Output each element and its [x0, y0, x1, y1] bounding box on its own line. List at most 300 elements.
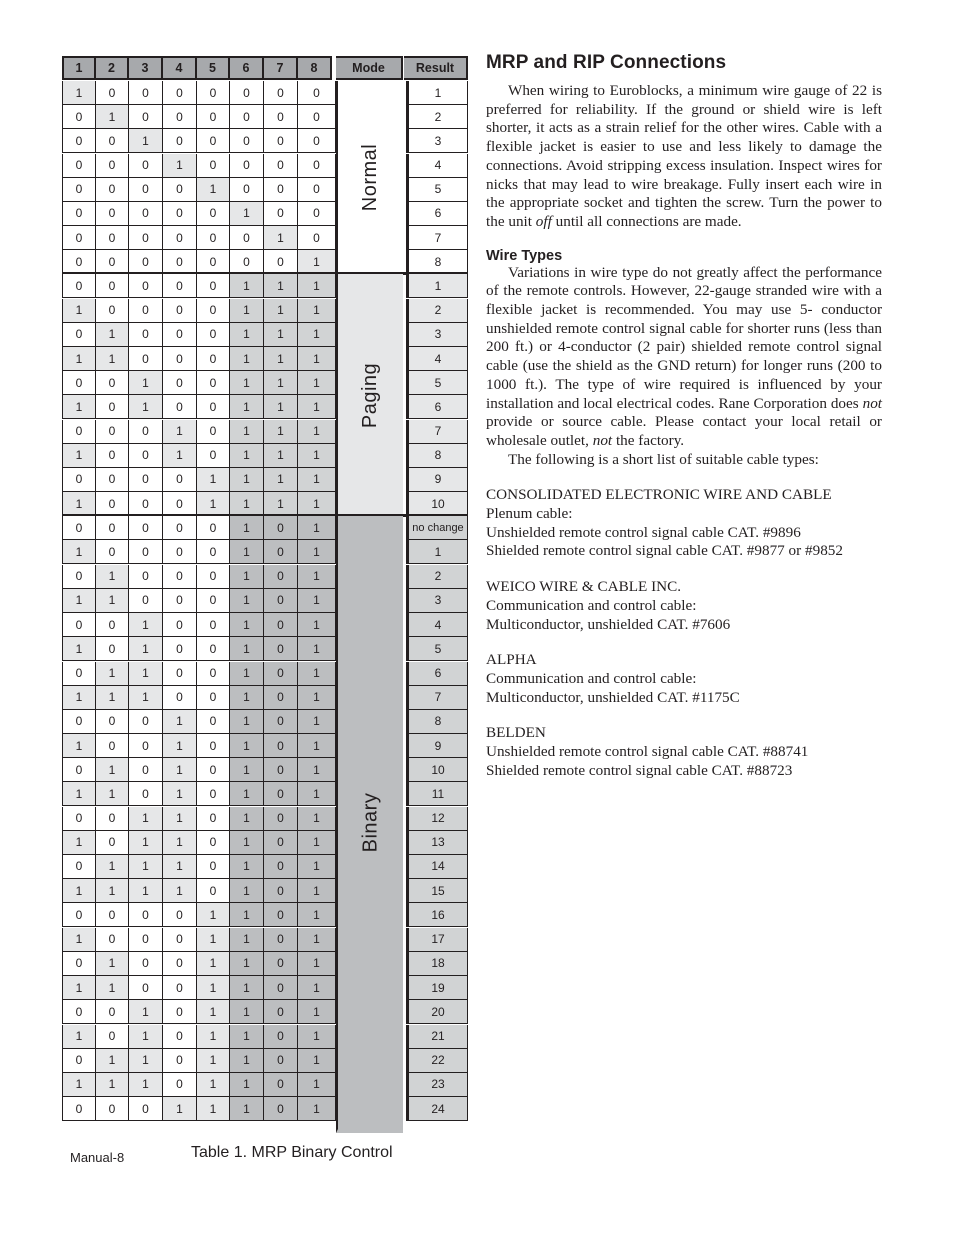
bit-cell: 0 [62, 855, 96, 879]
bit-cell: 0 [197, 129, 230, 153]
bit-cell: 1 [62, 444, 96, 468]
bit-cell: 0 [62, 516, 96, 540]
bit-cell: 0 [197, 420, 230, 444]
bit-cell: 0 [163, 371, 197, 395]
bit-cell: 0 [163, 1073, 197, 1097]
bit-cell: 0 [129, 154, 163, 178]
bit-cell: 0 [163, 250, 197, 274]
bit-cell: 0 [96, 831, 129, 855]
result-cell: 7 [406, 420, 468, 444]
bit-cell: 0 [163, 952, 197, 976]
bit-cell: 0 [264, 782, 298, 806]
bit-cell: 0 [129, 274, 163, 298]
bit-cell: 0 [96, 637, 129, 661]
bit-cell: 1 [62, 637, 96, 661]
bit-cell: 0 [129, 323, 163, 347]
bit-cell: 1 [96, 1073, 129, 1097]
bit-cell: 1 [230, 347, 264, 371]
bit-cell: 1 [96, 879, 129, 903]
bit-cell: 1 [230, 1049, 264, 1073]
bit-cell: 0 [197, 589, 230, 613]
bit-cell: 1 [129, 1000, 163, 1024]
bit-cell: 1 [62, 299, 96, 323]
bit-cell: 0 [163, 323, 197, 347]
bit-cell: 0 [62, 154, 96, 178]
wire-types-paragraph: Variations in wire type do not greatly affect the performance of the remote controls. However, 22-gauge stranded wire with a flexible jacket is recommended. You may use 5- conductor unshielded remote control signal cable for shorter runs (less than 200 ft.) or 4-conductor (2 pair) shielded remote control signal cable (use the shield as the GND return) for longer runs (200 to 1000 ft.). The type of wire required is influenced by your installation and local electrical codes. Rane Corporation does not provide or source cable. Please contact your local retail or wholesale outlet, not the factory. [486, 263, 883, 449]
bit-cell: 1 [264, 371, 298, 395]
paging-table-row [62, 492, 468, 516]
bit-cell: 1 [298, 662, 336, 686]
bit-cell: 0 [129, 710, 163, 734]
bit-cell: 0 [197, 395, 230, 419]
bit-cell: 0 [197, 516, 230, 540]
mode-label: Binary [358, 792, 381, 853]
bit-cell: 0 [298, 178, 336, 202]
result-cell: no change [406, 516, 468, 540]
bit-cell: 1 [163, 855, 197, 879]
result-cell: 13 [406, 831, 468, 855]
bit-cell: 0 [129, 1097, 163, 1121]
bit-cell: 0 [264, 686, 298, 710]
bit-cell: 0 [163, 202, 197, 226]
bit-cell: 0 [96, 540, 129, 564]
bit-cell: 0 [129, 226, 163, 250]
bit-cell: 1 [298, 734, 336, 758]
bit-cell: 0 [197, 879, 230, 903]
binary-table-row [62, 855, 468, 879]
bit-cell: 0 [62, 420, 96, 444]
bit-cell: 0 [129, 928, 163, 952]
binary-table-row [62, 807, 468, 831]
bit-cell: 1 [62, 782, 96, 806]
bit-cell: 0 [197, 565, 230, 589]
header-cell-4: 4 [163, 56, 197, 80]
cable-spec-line: Unshielded remote control signal cable CAT. #88741 [486, 743, 809, 761]
vendor-block [486, 486, 882, 561]
bit-cell: 0 [197, 734, 230, 758]
bit-cell: 0 [298, 105, 336, 129]
binary-table-row [62, 928, 468, 952]
mode-label: Normal [359, 143, 382, 212]
cable-spec-line: Plenum cable: [486, 505, 573, 523]
bit-cell: 0 [264, 1000, 298, 1024]
bit-cell: 0 [96, 178, 129, 202]
bit-cell: 1 [264, 444, 298, 468]
bit-cell: 1 [96, 565, 129, 589]
bit-cell: 1 [197, 1097, 230, 1121]
result-cell: 2 [406, 299, 468, 323]
bit-cell: 1 [62, 928, 96, 952]
paging-table-row [62, 299, 468, 323]
bit-cell: 0 [230, 81, 264, 105]
result-cell: 4 [406, 347, 468, 371]
bit-cell: 1 [129, 1073, 163, 1097]
bit-cell: 0 [163, 565, 197, 589]
bit-cell: 0 [230, 129, 264, 153]
bit-cell: 1 [298, 516, 336, 540]
cable-vendor-list [486, 486, 882, 780]
bit-cell: 1 [230, 323, 264, 347]
bit-cell: 1 [163, 782, 197, 806]
result-cell: 22 [406, 1049, 468, 1073]
bit-cell: 0 [264, 565, 298, 589]
bit-cell: 1 [298, 347, 336, 371]
bit-cell: 0 [230, 250, 264, 274]
bit-cell: 1 [62, 734, 96, 758]
header-cell-3: 3 [129, 56, 163, 80]
bit-cell: 1 [230, 855, 264, 879]
bit-cell: 1 [298, 855, 336, 879]
bit-cell: 0 [129, 782, 163, 806]
bit-cell: 1 [129, 1025, 163, 1049]
binary-table-row [62, 903, 468, 927]
bit-cell: 0 [163, 589, 197, 613]
bit-cell: 1 [62, 1073, 96, 1097]
result-cell: 16 [406, 903, 468, 927]
bit-cell: 0 [264, 154, 298, 178]
cable-spec-line: Unshielded remote control signal cable CAT. #9896 [486, 523, 801, 541]
bit-cell: 1 [298, 952, 336, 976]
result-cell: 23 [406, 1073, 468, 1097]
bit-cell: 0 [62, 710, 96, 734]
bit-cell: 1 [62, 347, 96, 371]
bit-cell: 0 [62, 952, 96, 976]
result-cell: 21 [406, 1025, 468, 1049]
bit-cell: 1 [62, 589, 96, 613]
bit-cell: 0 [129, 178, 163, 202]
bit-cell: 0 [96, 371, 129, 395]
bit-cell: 0 [197, 444, 230, 468]
bit-cell: 0 [264, 1097, 298, 1121]
binary-table-row [62, 662, 468, 686]
bit-cell: 0 [129, 250, 163, 274]
bit-cell: 1 [129, 662, 163, 686]
bit-cell: 0 [96, 807, 129, 831]
bit-cell: 0 [96, 516, 129, 540]
bit-cell: 1 [298, 831, 336, 855]
bit-cell: 0 [197, 274, 230, 298]
paging-table-row [62, 347, 468, 371]
binary-table-row [62, 952, 468, 976]
bit-cell: 1 [230, 710, 264, 734]
bit-cell: 1 [298, 976, 336, 1000]
header-cell-result: Result [404, 56, 468, 80]
paging-table-row [62, 444, 468, 468]
normal-table-row [62, 154, 468, 178]
result-cell: 5 [406, 178, 468, 202]
vendor-name: BELDEN [486, 724, 546, 742]
bit-cell: 0 [96, 250, 129, 274]
bit-cell: 1 [230, 274, 264, 298]
bit-cell: 0 [163, 637, 197, 661]
table-caption: Table 1. MRP Binary Control [191, 1144, 393, 1161]
bit-cell: 0 [197, 855, 230, 879]
bit-cell: 1 [96, 686, 129, 710]
bit-cell: 1 [62, 81, 96, 105]
bit-cell: 1 [298, 637, 336, 661]
intro-paragraph: When wiring to Euroblocks, a minimum wire gauge of 22 is preferred for reliability. If the ground or shield wire is left shorter, it acts as a strain relief for the other wires. Cable with a flexible jacket is easier to use and less likely to damage the connections. Avoid stripping excess insulation. Inspect wires for nicks that may lead to wire breakage. Fully insert each wire in the appropriate socket and tighten the screw. Turn the power to the unit off until all connections are made. [486, 82, 882, 230]
bit-cell: 1 [298, 758, 336, 782]
bit-cell: 0 [96, 734, 129, 758]
binary-table-row [62, 879, 468, 903]
bit-cell: 0 [197, 686, 230, 710]
bit-cell: 1 [163, 831, 197, 855]
bit-cell: 0 [197, 637, 230, 661]
bit-cell: 1 [230, 420, 264, 444]
result-cell: 3 [406, 129, 468, 153]
bit-cell: 0 [163, 129, 197, 153]
result-cell: 2 [406, 565, 468, 589]
bit-cell: 1 [230, 613, 264, 637]
paging-table-row [62, 371, 468, 395]
bit-cell: 0 [96, 81, 129, 105]
result-cell: 10 [406, 758, 468, 782]
bit-cell: 1 [96, 105, 129, 129]
bit-cell: 1 [230, 1097, 264, 1121]
bit-cell: 0 [129, 444, 163, 468]
bit-cell: 1 [129, 807, 163, 831]
bit-cell: 0 [96, 613, 129, 637]
bit-cell: 1 [230, 540, 264, 564]
binary-table-row [62, 1000, 468, 1024]
text-column [486, 52, 882, 781]
binary-table-row [62, 734, 468, 758]
bit-cell: 1 [298, 782, 336, 806]
normal-table-row [62, 226, 468, 250]
bit-cell: 1 [96, 976, 129, 1000]
result-cell: 1 [406, 81, 468, 105]
bit-cell: 1 [298, 492, 336, 516]
bit-cell: 0 [197, 662, 230, 686]
bit-cell: 0 [163, 516, 197, 540]
bit-cell: 1 [264, 395, 298, 419]
bit-cell: 1 [298, 613, 336, 637]
bit-cell: 1 [129, 395, 163, 419]
bit-cell: 1 [230, 1000, 264, 1024]
bit-cell: 1 [62, 879, 96, 903]
bit-cell: 0 [264, 81, 298, 105]
bit-cell: 1 [298, 395, 336, 419]
bit-cell: 0 [96, 274, 129, 298]
bit-cell: 0 [62, 662, 96, 686]
binary-table-row [62, 637, 468, 661]
bit-cell: 0 [163, 299, 197, 323]
bit-cell: 0 [62, 807, 96, 831]
bit-cell: 0 [197, 81, 230, 105]
bit-cell: 0 [163, 613, 197, 637]
result-cell: 7 [406, 226, 468, 250]
bit-cell: 1 [298, 420, 336, 444]
bit-cell: 1 [298, 1025, 336, 1049]
bit-cell: 0 [163, 928, 197, 952]
bit-cell: 1 [129, 686, 163, 710]
bit-cell: 1 [163, 420, 197, 444]
bit-cell: 1 [298, 250, 336, 274]
binary-table-row [62, 589, 468, 613]
bit-cell: 1 [96, 855, 129, 879]
bit-cell: 0 [129, 540, 163, 564]
normal-table-row [62, 81, 468, 105]
wire-types-heading: Wire Types [486, 247, 563, 264]
bit-cell: 0 [62, 758, 96, 782]
bit-cell: 1 [163, 444, 197, 468]
bit-cell: 0 [129, 758, 163, 782]
result-cell: 9 [406, 734, 468, 758]
bit-cell: 1 [298, 468, 336, 492]
bit-cell: 1 [129, 879, 163, 903]
bit-cell: 0 [163, 686, 197, 710]
bit-cell: 1 [230, 299, 264, 323]
bit-cell: 1 [230, 1073, 264, 1097]
bit-cell: 0 [264, 589, 298, 613]
bit-cell: 1 [96, 1049, 129, 1073]
result-cell: 2 [406, 105, 468, 129]
bit-cell: 0 [264, 758, 298, 782]
bit-cell: 0 [62, 565, 96, 589]
bit-cell: 0 [298, 129, 336, 153]
bit-cell: 1 [230, 202, 264, 226]
result-cell: 8 [406, 710, 468, 734]
paging-table-row [62, 323, 468, 347]
bit-cell: 1 [298, 1073, 336, 1097]
bit-cell: 0 [264, 202, 298, 226]
bit-cell: 0 [298, 226, 336, 250]
bit-cell: 0 [298, 81, 336, 105]
result-cell: 17 [406, 928, 468, 952]
bit-cell: 1 [197, 1025, 230, 1049]
result-cell: 4 [406, 613, 468, 637]
bit-cell: 0 [129, 347, 163, 371]
header-cell-mode: Mode [336, 56, 403, 80]
binary-table-row [62, 1049, 468, 1073]
bit-cell: 1 [197, 178, 230, 202]
bit-cell: 0 [129, 565, 163, 589]
mode-label: Paging [359, 362, 381, 428]
cable-spec-line: Communication and control cable: [486, 596, 697, 614]
result-cell: 11 [406, 782, 468, 806]
bit-cell: 0 [62, 1049, 96, 1073]
bit-cell: 1 [230, 395, 264, 419]
bit-cell: 0 [197, 540, 230, 564]
bit-cell: 1 [62, 976, 96, 1000]
bit-cell: 0 [96, 468, 129, 492]
bit-cell: 1 [129, 637, 163, 661]
normal-table-row [62, 105, 468, 129]
cable-spec-line: Shielded remote control signal cable CAT. #9877 or #9852 [486, 542, 843, 560]
bit-cell: 1 [230, 565, 264, 589]
bit-cell: 0 [298, 154, 336, 178]
bit-cell: 0 [96, 710, 129, 734]
bit-cell: 1 [129, 371, 163, 395]
bit-cell: 1 [298, 807, 336, 831]
bit-cell: 0 [163, 1000, 197, 1024]
bit-cell: 0 [264, 734, 298, 758]
bit-cell: 1 [298, 903, 336, 927]
bit-cell: 0 [264, 178, 298, 202]
bit-cell: 0 [264, 250, 298, 274]
bit-cell: 1 [264, 274, 298, 298]
result-cell: 5 [406, 637, 468, 661]
bit-cell: 0 [163, 662, 197, 686]
bit-cell: 1 [264, 347, 298, 371]
bit-cell: 0 [264, 807, 298, 831]
bit-cell: 1 [298, 299, 336, 323]
bit-cell: 1 [230, 444, 264, 468]
paging-table-row [62, 395, 468, 419]
bit-cell: 0 [163, 1049, 197, 1073]
normal-table-row [62, 250, 468, 274]
bit-cell: 0 [197, 807, 230, 831]
bit-cell: 1 [163, 1097, 197, 1121]
binary-table-row [62, 1025, 468, 1049]
bit-cell: 0 [129, 81, 163, 105]
bit-cell: 1 [230, 831, 264, 855]
bit-cell: 0 [163, 226, 197, 250]
binary-table-row [62, 782, 468, 806]
cable-spec-line: Multiconductor, unshielded CAT. #1175C [486, 688, 740, 706]
mode-normal-block [336, 81, 403, 274]
bit-cell: 0 [62, 323, 96, 347]
bit-cell: 1 [230, 903, 264, 927]
result-cell: 10 [406, 492, 468, 516]
bit-cell: 0 [197, 613, 230, 637]
bit-cell: 0 [96, 395, 129, 419]
result-cell: 19 [406, 976, 468, 1000]
bit-cell: 0 [62, 371, 96, 395]
bit-cell: 1 [62, 686, 96, 710]
bit-cell: 0 [197, 831, 230, 855]
bit-cell: 1 [62, 395, 96, 419]
result-cell: 6 [406, 202, 468, 226]
bit-cell: 0 [129, 492, 163, 516]
bit-cell: 1 [230, 734, 264, 758]
bit-cell: 0 [62, 613, 96, 637]
bit-cell: 1 [163, 879, 197, 903]
bit-cell: 1 [129, 831, 163, 855]
result-cell: 9 [406, 468, 468, 492]
bit-cell: 1 [163, 710, 197, 734]
bit-cell: 0 [96, 1000, 129, 1024]
mode-binary-block [336, 516, 403, 1133]
bit-cell: 0 [163, 1025, 197, 1049]
bit-cell: 1 [298, 710, 336, 734]
bit-cell: 1 [264, 492, 298, 516]
bit-cell: 1 [163, 734, 197, 758]
bit-cell: 0 [230, 178, 264, 202]
header-cell-2: 2 [96, 56, 129, 80]
bit-cell: 1 [163, 154, 197, 178]
bit-cell: 1 [230, 371, 264, 395]
bit-cell: 0 [129, 420, 163, 444]
bit-cell: 0 [129, 516, 163, 540]
bit-cell: 1 [129, 129, 163, 153]
bit-cell: 0 [62, 226, 96, 250]
binary-table-row [62, 613, 468, 637]
bit-cell: 0 [197, 758, 230, 782]
result-cell: 15 [406, 879, 468, 903]
bit-cell: 0 [129, 299, 163, 323]
header-cell-5: 5 [197, 56, 230, 80]
bit-cell: 1 [197, 1000, 230, 1024]
bit-cell: 0 [129, 734, 163, 758]
bit-cell: 1 [298, 1000, 336, 1024]
bit-cell: 0 [163, 903, 197, 927]
bit-cell: 0 [62, 178, 96, 202]
bit-cell: 0 [129, 952, 163, 976]
result-cell: 5 [406, 371, 468, 395]
bit-cell: 0 [163, 492, 197, 516]
bit-cell: 0 [96, 202, 129, 226]
